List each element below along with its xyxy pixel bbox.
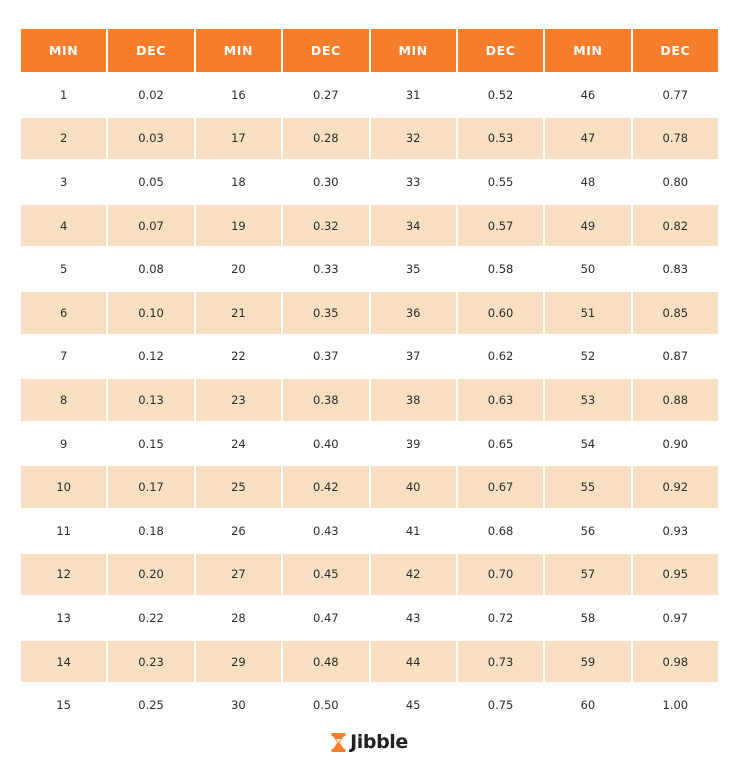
minutes-cell: 51 bbox=[545, 292, 630, 334]
minutes-cell: 12 bbox=[21, 554, 106, 596]
decimal-cell: 0.85 bbox=[633, 292, 718, 334]
decimal-cell: 0.12 bbox=[108, 336, 193, 378]
decimal-cell: 0.28 bbox=[283, 118, 368, 160]
decimal-cell: 0.93 bbox=[633, 510, 718, 552]
minutes-cell: 43 bbox=[371, 597, 456, 639]
minutes-cell: 53 bbox=[545, 379, 630, 421]
decimal-cell: 0.38 bbox=[283, 379, 368, 421]
decimal-cell: 0.10 bbox=[108, 292, 193, 334]
minutes-cell: 35 bbox=[371, 248, 456, 290]
minutes-cell: 33 bbox=[371, 161, 456, 203]
decimal-cell: 0.40 bbox=[283, 423, 368, 465]
table-row bbox=[21, 554, 718, 596]
table-row bbox=[21, 205, 718, 247]
decimal-cell: 0.60 bbox=[458, 292, 543, 334]
minutes-cell: 5 bbox=[21, 248, 106, 290]
decimal-cell: 0.73 bbox=[458, 641, 543, 683]
decimal-cell: 0.23 bbox=[108, 641, 193, 683]
decimal-cell: 0.22 bbox=[108, 597, 193, 639]
table-row bbox=[21, 641, 718, 683]
column-header-dec: DEC bbox=[633, 29, 718, 72]
conversion-table-container bbox=[21, 29, 718, 728]
decimal-cell: 1.00 bbox=[633, 684, 718, 726]
decimal-cell: 0.90 bbox=[633, 423, 718, 465]
table-row bbox=[21, 466, 718, 508]
table-row bbox=[21, 423, 718, 465]
minutes-cell: 31 bbox=[371, 74, 456, 116]
decimal-cell: 0.32 bbox=[283, 205, 368, 247]
decimal-cell: 0.20 bbox=[108, 554, 193, 596]
minutes-cell: 6 bbox=[21, 292, 106, 334]
table-body bbox=[21, 74, 718, 726]
minutes-cell: 13 bbox=[21, 597, 106, 639]
minutes-cell: 23 bbox=[196, 379, 281, 421]
minutes-cell: 10 bbox=[21, 466, 106, 508]
minutes-cell: 26 bbox=[196, 510, 281, 552]
decimal-cell: 0.80 bbox=[633, 161, 718, 203]
minutes-cell: 42 bbox=[371, 554, 456, 596]
minutes-cell: 19 bbox=[196, 205, 281, 247]
decimal-cell: 0.35 bbox=[283, 292, 368, 334]
table-row bbox=[21, 684, 718, 726]
decimal-cell: 0.53 bbox=[458, 118, 543, 160]
column-header-dec: DEC bbox=[458, 29, 543, 72]
table-header-row bbox=[21, 29, 718, 72]
minutes-cell: 21 bbox=[196, 292, 281, 334]
decimal-cell: 0.07 bbox=[108, 205, 193, 247]
minutes-cell: 54 bbox=[545, 423, 630, 465]
decimal-cell: 0.88 bbox=[633, 379, 718, 421]
decimal-cell: 0.37 bbox=[283, 336, 368, 378]
decimal-cell: 0.17 bbox=[108, 466, 193, 508]
hourglass-icon bbox=[331, 733, 346, 752]
decimal-cell: 0.67 bbox=[458, 466, 543, 508]
minutes-cell: 46 bbox=[545, 74, 630, 116]
decimal-cell: 0.30 bbox=[283, 161, 368, 203]
minutes-cell: 57 bbox=[545, 554, 630, 596]
minutes-cell: 16 bbox=[196, 74, 281, 116]
minutes-cell: 7 bbox=[21, 336, 106, 378]
table-row bbox=[21, 161, 718, 203]
minutes-cell: 47 bbox=[545, 118, 630, 160]
minutes-cell: 40 bbox=[371, 466, 456, 508]
decimal-cell: 0.02 bbox=[108, 74, 193, 116]
decimal-cell: 0.50 bbox=[283, 684, 368, 726]
decimal-cell: 0.48 bbox=[283, 641, 368, 683]
minutes-cell: 48 bbox=[545, 161, 630, 203]
decimal-cell: 0.58 bbox=[458, 248, 543, 290]
decimal-cell: 0.63 bbox=[458, 379, 543, 421]
brand-logo bbox=[0, 729, 739, 755]
minutes-cell: 22 bbox=[196, 336, 281, 378]
minutes-cell: 38 bbox=[371, 379, 456, 421]
decimal-cell: 0.57 bbox=[458, 205, 543, 247]
decimal-cell: 0.47 bbox=[283, 597, 368, 639]
decimal-cell: 0.77 bbox=[633, 74, 718, 116]
minutes-cell: 15 bbox=[21, 684, 106, 726]
decimal-cell: 0.08 bbox=[108, 248, 193, 290]
minutes-cell: 30 bbox=[196, 684, 281, 726]
column-header-min: MIN bbox=[196, 29, 281, 72]
decimal-cell: 0.27 bbox=[283, 74, 368, 116]
decimal-cell: 0.95 bbox=[633, 554, 718, 596]
decimal-cell: 0.05 bbox=[108, 161, 193, 203]
minutes-cell: 18 bbox=[196, 161, 281, 203]
decimal-cell: 0.98 bbox=[633, 641, 718, 683]
column-header-min: MIN bbox=[21, 29, 106, 72]
decimal-cell: 0.55 bbox=[458, 161, 543, 203]
decimal-cell: 0.18 bbox=[108, 510, 193, 552]
minutes-cell: 44 bbox=[371, 641, 456, 683]
decimal-cell: 0.65 bbox=[458, 423, 543, 465]
decimal-cell: 0.97 bbox=[633, 597, 718, 639]
decimal-cell: 0.72 bbox=[458, 597, 543, 639]
brand-name: Jibble bbox=[350, 731, 408, 753]
decimal-cell: 0.13 bbox=[108, 379, 193, 421]
table-row bbox=[21, 597, 718, 639]
minutes-cell: 60 bbox=[545, 684, 630, 726]
minutes-cell: 24 bbox=[196, 423, 281, 465]
minutes-cell: 20 bbox=[196, 248, 281, 290]
minutes-cell: 9 bbox=[21, 423, 106, 465]
decimal-cell: 0.52 bbox=[458, 74, 543, 116]
column-header-dec: DEC bbox=[283, 29, 368, 72]
table-row bbox=[21, 292, 718, 334]
minutes-cell: 41 bbox=[371, 510, 456, 552]
minutes-cell: 2 bbox=[21, 118, 106, 160]
minutes-cell: 3 bbox=[21, 161, 106, 203]
decimal-cell: 0.45 bbox=[283, 554, 368, 596]
decimal-cell: 0.42 bbox=[283, 466, 368, 508]
minutes-cell: 55 bbox=[545, 466, 630, 508]
decimal-cell: 0.82 bbox=[633, 205, 718, 247]
decimal-cell: 0.78 bbox=[633, 118, 718, 160]
column-header-min: MIN bbox=[371, 29, 456, 72]
minutes-cell: 1 bbox=[21, 74, 106, 116]
decimal-cell: 0.25 bbox=[108, 684, 193, 726]
minutes-cell: 25 bbox=[196, 466, 281, 508]
minutes-cell: 27 bbox=[196, 554, 281, 596]
decimal-cell: 0.03 bbox=[108, 118, 193, 160]
minutes-cell: 29 bbox=[196, 641, 281, 683]
decimal-cell: 0.92 bbox=[633, 466, 718, 508]
decimal-cell: 0.75 bbox=[458, 684, 543, 726]
table-row bbox=[21, 510, 718, 552]
table-row bbox=[21, 248, 718, 290]
minutes-cell: 28 bbox=[196, 597, 281, 639]
minutes-cell: 59 bbox=[545, 641, 630, 683]
column-header-dec: DEC bbox=[108, 29, 193, 72]
minutes-cell: 4 bbox=[21, 205, 106, 247]
minutes-cell: 39 bbox=[371, 423, 456, 465]
minutes-cell: 17 bbox=[196, 118, 281, 160]
minutes-to-decimal-table bbox=[19, 27, 720, 728]
minutes-cell: 45 bbox=[371, 684, 456, 726]
minutes-cell: 34 bbox=[371, 205, 456, 247]
decimal-cell: 0.87 bbox=[633, 336, 718, 378]
minutes-cell: 11 bbox=[21, 510, 106, 552]
column-header-min: MIN bbox=[545, 29, 630, 72]
decimal-cell: 0.15 bbox=[108, 423, 193, 465]
minutes-cell: 58 bbox=[545, 597, 630, 639]
decimal-cell: 0.68 bbox=[458, 510, 543, 552]
minutes-cell: 50 bbox=[545, 248, 630, 290]
table-row bbox=[21, 379, 718, 421]
decimal-cell: 0.70 bbox=[458, 554, 543, 596]
table-row bbox=[21, 336, 718, 378]
minutes-cell: 37 bbox=[371, 336, 456, 378]
decimal-cell: 0.33 bbox=[283, 248, 368, 290]
minutes-cell: 32 bbox=[371, 118, 456, 160]
minutes-cell: 8 bbox=[21, 379, 106, 421]
minutes-cell: 49 bbox=[545, 205, 630, 247]
table-row bbox=[21, 74, 718, 116]
table-row bbox=[21, 118, 718, 160]
minutes-cell: 36 bbox=[371, 292, 456, 334]
minutes-cell: 52 bbox=[545, 336, 630, 378]
minutes-cell: 56 bbox=[545, 510, 630, 552]
decimal-cell: 0.43 bbox=[283, 510, 368, 552]
decimal-cell: 0.62 bbox=[458, 336, 543, 378]
decimal-cell: 0.83 bbox=[633, 248, 718, 290]
minutes-cell: 14 bbox=[21, 641, 106, 683]
